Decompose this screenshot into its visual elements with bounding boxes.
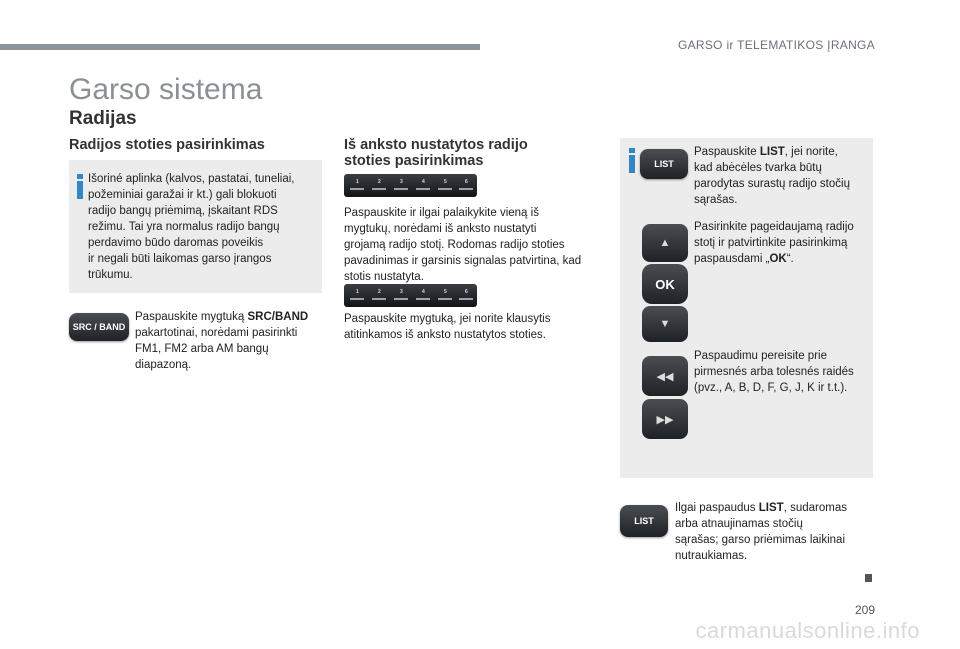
list-button[interactable]: LIST: [640, 149, 688, 179]
preset-4-label: 4: [422, 179, 425, 185]
col1-heading: Radijos stoties pasirinkimas: [69, 137, 265, 153]
preset-4-label: 4: [422, 289, 425, 295]
preset-1-label: 1: [356, 289, 359, 295]
preset-recall-text: Paspauskite mygtuką, jei norite klausytis atitinkamos iš anksto nustatytos stoties.: [344, 313, 551, 341]
page-end-marker: [865, 574, 872, 582]
preset-6-label: 6: [465, 289, 468, 295]
rewind-icon: ◀◀: [656, 370, 674, 383]
info-text: Išoriné aplinka (kalvos, pastatai, tuneliai, požeminiai garažai ir kt.) gali blokuoti radijo bangų priėmimą, įskaitant RDS režimu. Tai yra normalus radijo bangų perdavimo būdo daromas poveikis ir negali būti laikomas garso įrangos trūkumu.: [88, 173, 295, 281]
preset-buttons-strip[interactable]: [344, 174, 477, 197]
list-long-press-text: Ilgai paspaudus LIST, sudaromas arba atnaujinamas stočių sąrašas; garso priėmimas laikinai nutraukiamas.: [675, 502, 847, 562]
list-text: Paspauskite LIST, jei norite, kad abėcėles tvarka būtų parodytas surastų radijo stočių sąrašas.: [694, 146, 850, 206]
preset-1-label: 1: [356, 179, 359, 185]
page-title: Garso sistema: [69, 73, 263, 106]
rewind-button[interactable]: [642, 356, 688, 396]
letter-jump-text: Paspaudimu pereisite prie pirmesnés arba tolesnés raidés (pvz., A, B, D, F, G, J, K ir t.t.).: [694, 350, 854, 394]
section-header: GARSO ir TELEMATIKOS ĮRANGA: [677, 38, 875, 52]
down-arrow-icon: ▼: [659, 318, 671, 330]
preset-5-label: 5: [444, 179, 447, 185]
list-button-long-press[interactable]: LIST: [620, 505, 668, 537]
down-arrow-button[interactable]: [642, 306, 688, 342]
list-info-box: [620, 138, 873, 478]
info-icon: [77, 174, 83, 199]
fast-forward-button[interactable]: [642, 399, 688, 439]
info-box: [69, 160, 322, 293]
ok-button[interactable]: OK: [642, 264, 688, 304]
page-number: 209: [854, 603, 875, 617]
preset-store-text: Paspauskite ir ilgai palaikykite vieną iš mygtukų, norėdami iš anksto nustatyti grojamą radijo stotį. Rodomas radijo stoties pavadinimas ir garsinis signalas patvirtina, kad stotis nustatyta.: [344, 207, 582, 283]
preset-2-label: 2: [378, 179, 381, 185]
src-band-button[interactable]: SRC / BAND: [69, 313, 129, 341]
src-band-text: Paspauskite mygtuką SRC/BAND pakartotinai, norėdami pasirinkti FM1, FM2 arba AM bangų diapazoną.: [135, 311, 309, 371]
preset-5-label: 5: [444, 289, 447, 295]
preset-buttons-strip-2[interactable]: [344, 284, 477, 307]
fast-forward-icon: ▶▶: [656, 413, 674, 426]
col2-heading: Iš anksto nustatytos radijo stoties pasirinkimas: [344, 137, 528, 169]
preset-3-label: 3: [400, 289, 403, 295]
page-subtitle: Radijas: [69, 108, 137, 129]
watermark: carmanualsonline.info: [695, 618, 920, 643]
up-arrow-icon: ▲: [659, 237, 671, 249]
info-icon: [629, 148, 635, 173]
header-bar: [0, 44, 480, 50]
up-arrow-button[interactable]: [642, 224, 688, 262]
preset-3-label: 3: [400, 179, 403, 185]
preset-6-label: 6: [465, 179, 468, 185]
select-station-text: Pasirinkite pageidaujamą radijo stotį ir patvirtinkite pasirinkimą paspausdami „OK“.: [694, 221, 854, 265]
preset-2-label: 2: [378, 289, 381, 295]
